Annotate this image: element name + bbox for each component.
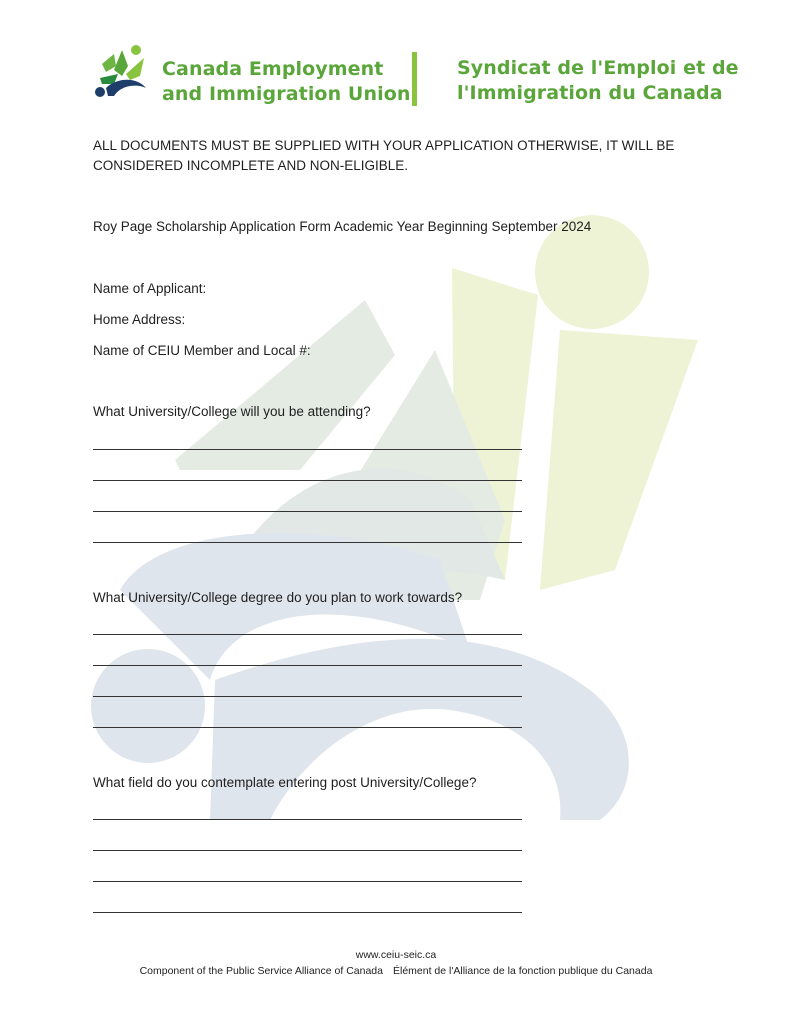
footer-component-en: Component of the Public Service Alliance of Canada — [139, 965, 383, 977]
answer-line[interactable] — [93, 480, 522, 481]
question-field: What field do you contemplate entering post University/College? — [93, 775, 477, 790]
answer-line[interactable] — [93, 912, 522, 913]
answer-line[interactable] — [93, 634, 522, 635]
form-title: Roy Page Scholarship Application Form Academic Year Beginning September 2024 — [93, 219, 592, 234]
footer-component-fr: Élément de l'Alliance de la fonction publique du Canada — [392, 965, 653, 977]
notice-line-1: ALL DOCUMENTS MUST BE SUPPLIED WITH YOUR APPLICATION OTHERWISE, IT WILL BE — [93, 138, 675, 153]
org-name-fr-line2: l'Immigration du Canada — [457, 82, 723, 104]
notice-line-2: CONSIDERED INCOMPLETE AND NON-ELIGIBLE. — [93, 158, 409, 173]
documents-notice — [93, 136, 733, 176]
answer-line[interactable] — [93, 819, 522, 820]
home-address-label: Home Address: — [93, 312, 186, 327]
footer-component-line — [0, 965, 792, 977]
ceiu-logo-icon — [92, 44, 150, 102]
answer-line[interactable] — [93, 881, 522, 882]
answer-line[interactable] — [93, 696, 522, 697]
answer-line[interactable] — [93, 542, 522, 543]
org-name-french — [457, 56, 739, 106]
answer-line[interactable] — [93, 511, 522, 512]
member-local-label: Name of CEIU Member and Local #: — [93, 343, 311, 358]
answer-line[interactable] — [93, 449, 522, 450]
answer-line[interactable] — [93, 850, 522, 851]
question-degree: What University/College degree do you plan to work towards? — [93, 590, 463, 605]
org-name-en-line1: Canada Employment — [162, 58, 384, 80]
answer-line[interactable] — [93, 665, 522, 666]
footer-website-link[interactable]: www.ceiu-seic.ca — [355, 949, 437, 961]
answer-line[interactable] — [93, 727, 522, 728]
org-name-english — [162, 57, 410, 107]
header-divider — [412, 52, 417, 106]
org-name-en-line2: and Immigration Union — [162, 83, 411, 105]
question-university: What University/College will you be attending? — [93, 404, 371, 419]
applicant-name-label: Name of Applicant: — [93, 281, 207, 296]
org-name-fr-line1: Syndicat de l'Emploi et de — [457, 57, 739, 79]
